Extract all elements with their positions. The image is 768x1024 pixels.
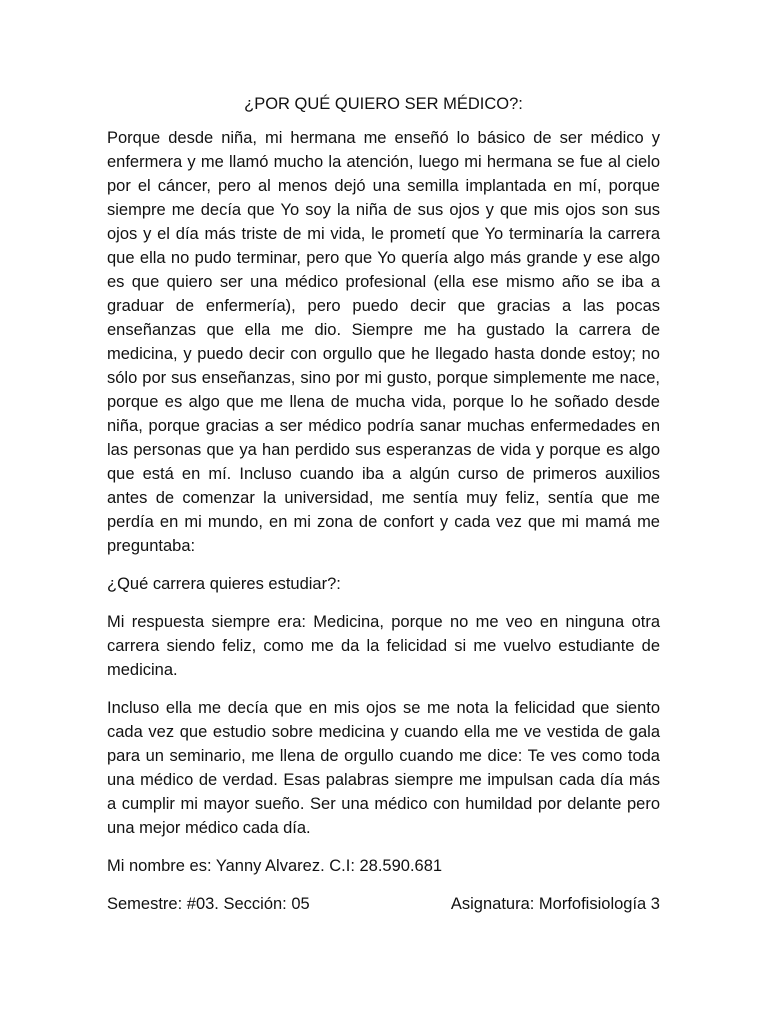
semester-line: Semestre: #03. Sección: 05 [107, 895, 310, 913]
name-line: Mi nombre es: Yanny Alvarez. C.I: 28.590.681 [107, 857, 443, 875]
paragraph-closing: Incluso ella me decía que en mis ojos se me nota la felicidad que siento cada vez que estudio sobre medicina y cuando ella me ve vestida de gala para un seminario, me llena de orgullo cuando me dice: Te ves como toda una médico de verdad. Esas palabras siempre me impulsan cada día más a cumplir mi mayor sueño. Ser una médico con humildad por delante pero una mejor médico cada día. [107, 699, 660, 837]
subject-line: Asignatura: Morfofisiología 3 [450, 895, 660, 913]
footer-row [107, 892, 660, 916]
paragraph-answer: Mi respuesta siempre era: Medicina, porque no me veo en ninguna otra carrera siendo feliz, como me da la felicidad si me vuelvo estudiante de medicina. [107, 613, 660, 679]
document-title: ¿POR QUÉ QUIERO SER MÉDICO?: [244, 95, 523, 113]
paragraph-intro: Porque desde niña, mi hermana me enseñó lo básico de ser médico y enfermera y me llamó mucho la atención, luego mi hermana se fue al cielo por el cáncer, pero al menos dejó una semilla implantada en mí, porque siempre me decía que Yo soy la niña de sus ojos y que mis ojos son sus ojos y el día más triste de mi vida, le prometí que Yo terminaría la carrera que ella no pudo terminar, pero que Yo quería algo más grande y ese algo es que quiero ser una médico profesional (ella ese mismo año se iba a graduar de enfermería), pero puedo decir que gracias a las pocas enseñanzas que ella me dio. Siempre me ha gustado la carrera de medicina, y puedo decir con orgullo que he llegado hasta donde estoy; no sólo por sus enseñanzas, sino por mi gusto, porque simplemente me nace, porque es algo que me llena de mucha vida, porque lo he soñado desde niña, porque gracias a ser médico podría sanar muchas enfermedades en las personas que ya han perdido sus esperanzas de vida y porque es algo que está en mí. Incluso cuando iba a algún curso de primeros auxilios antes de comenzar la universidad, me sentía muy feliz, sentía que me perdía en mi mundo, en mi zona de confort y cada vez que mi mamá me preguntaba: [107, 129, 660, 555]
question-line: ¿Qué carrera quieres estudiar?: [107, 575, 341, 593]
